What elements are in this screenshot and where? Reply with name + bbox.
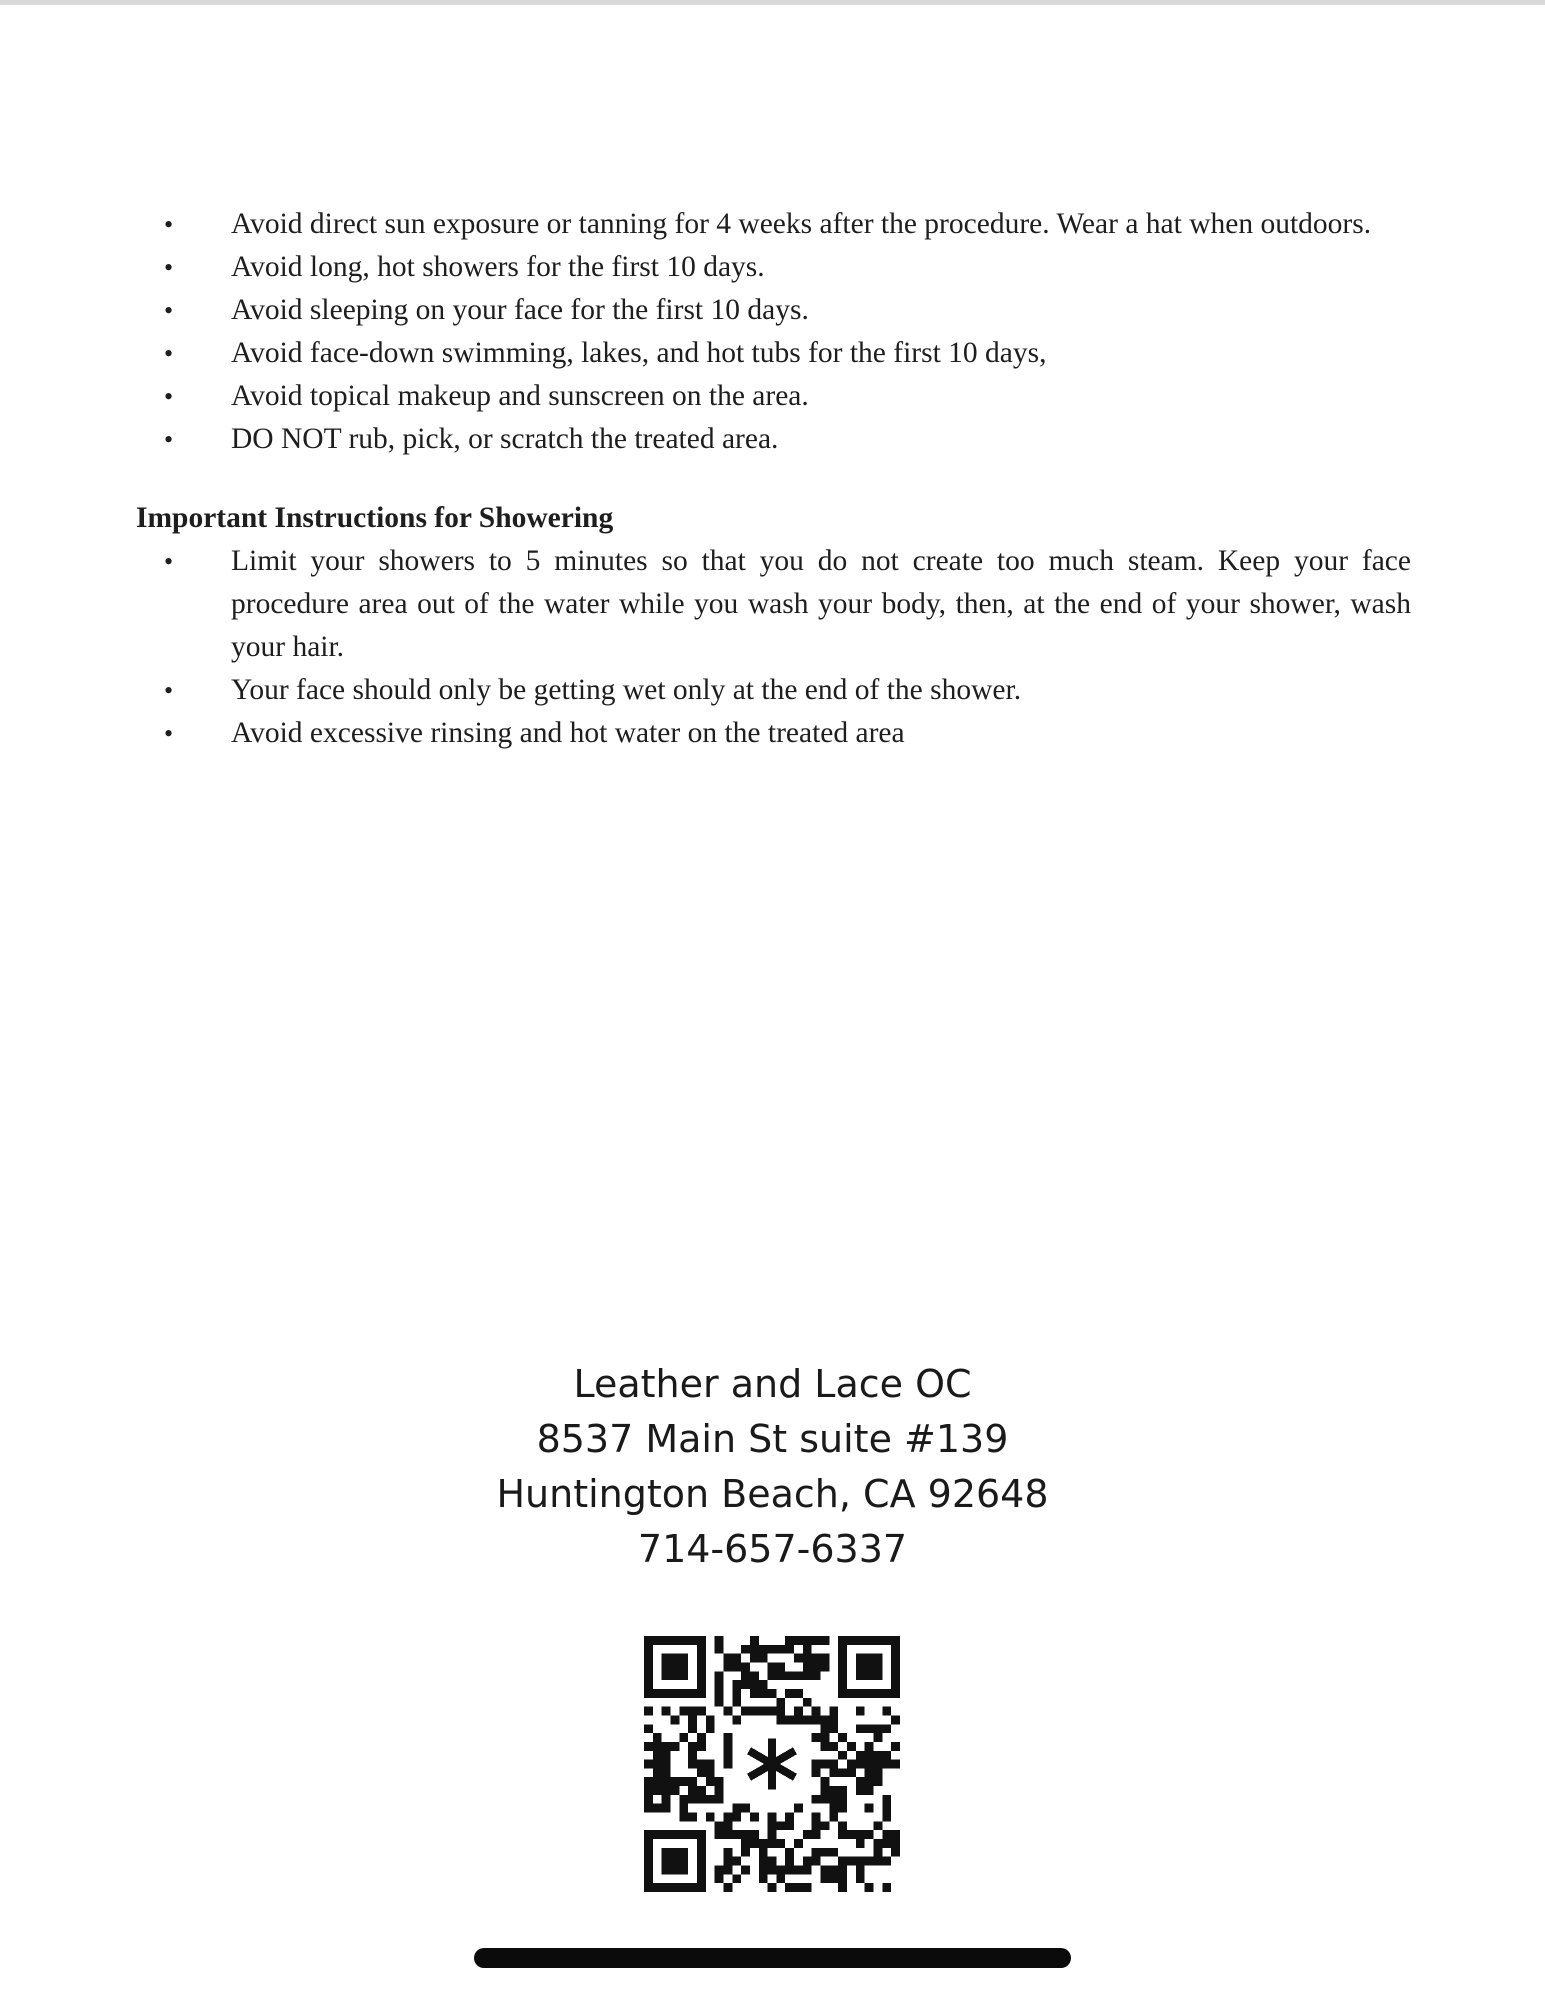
list-item [136, 712, 1411, 755]
qr-code-icon[interactable] [644, 1636, 900, 1892]
list-item-text: Avoid topical makeup and sunscreen on the area. [231, 380, 809, 412]
list-item-text: Avoid direct sun exposure or tanning for 4 weeks after the procedure. Wear a hat when outdoors. [231, 208, 1372, 240]
bullet-icon: • [164, 253, 174, 282]
list-item [136, 669, 1411, 712]
list-item-text: Your face should only be getting wet only at the end of the shower. [231, 674, 1022, 706]
list-item-text: Avoid excessive rinsing and hot water on the treated area [231, 717, 905, 749]
list-item-text: Limit your showers to 5 minutes so that you do not create too much steam. Keep your face procedure area out of the water while you wash your body, then, at the end of your shower, wash your hair. [231, 545, 1411, 663]
list-item-text: DO NOT rub, pick, or scratch the treated area. [231, 423, 779, 455]
phone-number[interactable]: 714-657-6337 [637, 1527, 908, 1571]
address-line-2: Huntington Beach, CA 92648 [496, 1472, 1049, 1516]
list-item-text: Avoid long, hot showers for the first 10 days. [231, 251, 765, 283]
bullet-icon: • [164, 547, 174, 576]
bullet-icon: • [164, 719, 174, 748]
section-title: Important Instructions for Showering [136, 502, 614, 534]
list-item [136, 418, 1411, 461]
list-item [136, 540, 1411, 669]
bullet-icon: • [164, 382, 174, 411]
top-divider [0, 0, 1545, 5]
aftercare-list [136, 203, 1411, 461]
list-item-text: Avoid face-down swimming, lakes, and hot tubs for the first 10 days, [231, 337, 1047, 369]
bullet-icon: • [164, 296, 174, 325]
address-line-1: 8537 Main St suite #139 [536, 1417, 1009, 1461]
list-item-text: Avoid sleeping on your face for the first 10 days. [231, 294, 809, 326]
home-indicator[interactable] [474, 1948, 1071, 1968]
business-name: Leather and Lace OC [573, 1362, 972, 1406]
bullet-icon: • [164, 210, 174, 239]
document-body [136, 203, 1411, 755]
list-item [136, 332, 1411, 375]
contact-block [0, 1357, 1545, 1577]
list-item [136, 375, 1411, 418]
bullet-icon: • [164, 425, 174, 454]
bullet-icon: • [164, 339, 174, 368]
list-item [136, 246, 1411, 289]
list-item [136, 289, 1411, 332]
list-item [136, 203, 1411, 246]
bullet-icon: • [164, 676, 174, 705]
showering-list [136, 540, 1411, 755]
